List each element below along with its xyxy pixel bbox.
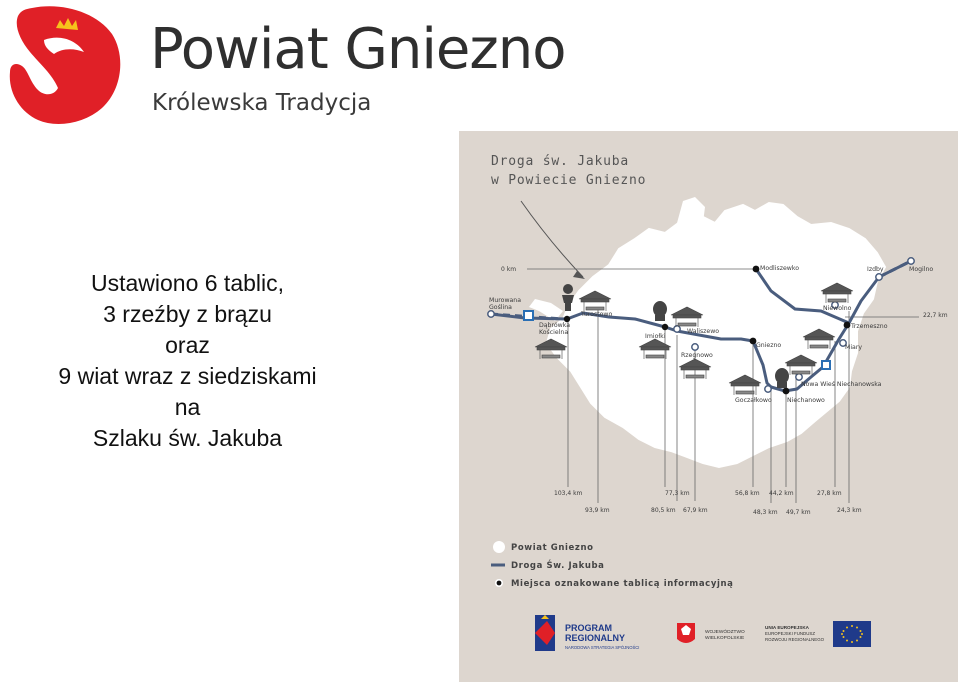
route-map [459, 131, 958, 682]
route-sign-icon-inner [525, 312, 532, 319]
eu-label-3: ROZWOJU REGIONALNEGO [765, 637, 825, 642]
label-dabrowka-2: Kościelna [539, 329, 569, 336]
legend-route: Droga Św. Jakuba [511, 561, 605, 571]
info-line: 9 wiat wraz z siedziskami [58, 363, 317, 389]
marker-white [488, 311, 494, 317]
label-izdby: Izdby [867, 266, 884, 273]
marker-white [908, 258, 914, 264]
distance-label: 93,9 km [585, 507, 610, 514]
eu-label-2: EUROPEJSKI FUNDUSZ [765, 631, 816, 636]
marker-board [662, 324, 668, 330]
legend-boards: Miejsca oznakowane tablicą informacyjną [511, 579, 734, 589]
brand-title: Powiat Gniezno [150, 17, 566, 82]
program-label-2: REGIONALNY [565, 633, 626, 643]
distance-label: 27,8 km [817, 490, 842, 497]
program-label: PROGRAM [565, 623, 612, 633]
label-niechanowo: Niechanowo [787, 397, 825, 404]
marker-white [692, 344, 698, 350]
label-mlary: Miary [845, 344, 863, 351]
label-rzegnowo: Rzegnowo [681, 352, 713, 359]
distance-label: 80,5 km [651, 507, 676, 514]
route-map-svg [459, 131, 958, 682]
distance-label: 77,3 km [665, 490, 690, 497]
info-line: Szlaku św. Jakuba [92, 425, 283, 451]
distance-end: 22,7 km [923, 312, 948, 319]
marker-white [796, 374, 802, 380]
info-text [30, 268, 345, 454]
legend-county: Powiat Gniezno [511, 543, 594, 553]
distance-label: 48,3 km [753, 509, 778, 516]
distance-start: 0 km [501, 266, 517, 273]
info-line: 3 rzeźby z brązu [103, 301, 272, 327]
eu-flag-icon [833, 621, 871, 647]
sculpture-icon [653, 301, 667, 321]
marker-board [753, 266, 760, 273]
info-line: oraz [165, 332, 210, 358]
label-trzemeszno: Trzemeszno [851, 323, 888, 330]
legend-county-swatch [493, 541, 505, 553]
powiat-logo [4, 4, 124, 128]
label-imiolki: Imiołki [645, 333, 666, 340]
label-nowa-wies: Nowa Wieś Niechanowska [801, 381, 882, 388]
marker-board [844, 322, 851, 329]
marker-white [674, 326, 680, 332]
label-dabrowka: Dąbrówka [539, 322, 571, 329]
distance-label: 24,3 km [837, 507, 862, 514]
sculpture-icon [775, 368, 789, 388]
label-turostowo: Turostowo [581, 311, 613, 318]
label-mogilno: Mogilno [909, 266, 934, 273]
info-line: Ustawiono 6 tablic, [90, 270, 285, 296]
distance-label: 67,9 km [683, 507, 708, 514]
label-goczalkowo: Goczałkowo [735, 397, 772, 404]
label-waliszewo: Waliszewo [687, 328, 720, 335]
map-title-line-2: w Powiecie Gniezno [491, 173, 647, 188]
marker-board [783, 388, 790, 395]
distance-label: 44,2 km [769, 490, 794, 497]
label-niewolno: Niewolno [823, 305, 852, 312]
marker-white [765, 386, 771, 392]
voivodeship-label: WOJEWÓDZTWO [705, 630, 745, 635]
brand-subtitle: Królewska Tradycja [152, 90, 372, 116]
distance-label: 103,4 km [554, 490, 583, 497]
route-sign-icon-inner [823, 362, 829, 368]
program-label-3: NARODOWA STRATEGIA SPÓJNOŚCI [565, 645, 640, 650]
marker-white [876, 274, 882, 280]
distance-label: 49,7 km [786, 509, 811, 516]
eu-label: UNIA EUROPEJSKA [765, 625, 809, 630]
map-title-line-1: Droga św. Jakuba [491, 154, 630, 169]
label-murowana-goslina: Murowana [489, 297, 522, 304]
label-modliszewko: Modliszewko [760, 265, 799, 272]
label-gniezno: Gniezno [756, 342, 782, 349]
info-line: na [174, 394, 201, 420]
legend-board-swatch [497, 581, 502, 586]
voivodeship-label-2: WIELKOPOLSKIE [705, 636, 745, 641]
label-murowana-goslina-2: Goślina [489, 304, 512, 311]
distance-label: 56,8 km [735, 490, 760, 497]
